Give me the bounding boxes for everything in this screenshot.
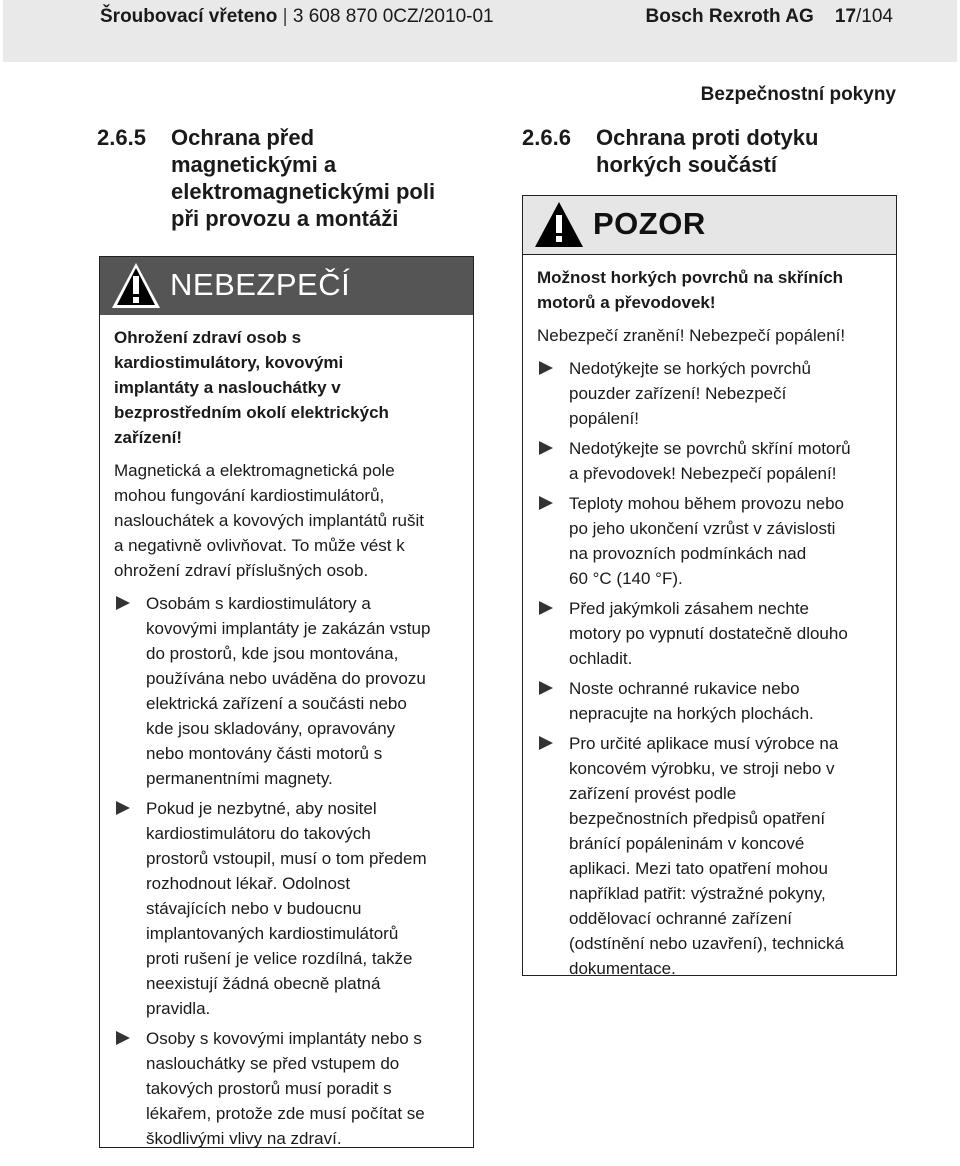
text-line: škodlivými vlivy na zdraví. <box>146 1129 342 1148</box>
text-line: bránící popáleninám v koncové <box>569 834 805 853</box>
text-line: permanentními magnety. <box>146 769 333 788</box>
warning-triangle-icon <box>110 261 162 311</box>
header-company-page <box>646 6 893 28</box>
page-current: 17 <box>834 6 857 27</box>
text-line: bezprostředním okolí elektrických <box>114 403 389 422</box>
text-line: bezpečnostních předpisů opatření <box>569 809 826 828</box>
danger-box <box>99 256 474 1148</box>
text-line: mohou fungování kardiostimulátorů, <box>114 486 385 505</box>
danger-header <box>100 257 473 315</box>
text-line: motorů a převodovek! <box>537 293 716 312</box>
text-line: popálení! <box>569 409 639 428</box>
bullet-arrow-icon <box>539 681 553 695</box>
text-line: kovovými implantáty je zakázán vstup <box>146 619 431 638</box>
text-line: takových prostorů musí poradit s <box>146 1079 392 1098</box>
right-section-number: 2.6.6 <box>522 125 571 150</box>
list-item <box>537 596 884 671</box>
text-line: kardiostimulátory, kovovými <box>114 353 344 372</box>
hazard-statement <box>537 265 884 315</box>
text-line: Teploty mohou během provozu nebo <box>569 494 845 513</box>
consequence-statement <box>537 323 884 348</box>
hazard-statement <box>114 325 461 450</box>
text-line: stávajících nebo v budoucnu <box>146 899 362 918</box>
text-line: lékařem, protože zde musí počítat se <box>146 1104 425 1123</box>
text-line: dokumentace. <box>569 959 676 978</box>
page-number <box>835 6 893 27</box>
bullet-arrow-icon <box>539 496 553 510</box>
caution-body <box>523 255 896 996</box>
text-line: motory po vypnutí dostatečně dlouho <box>569 624 848 643</box>
instruction-list <box>114 591 461 1151</box>
text-line: nepracujte na horkých plochách. <box>569 704 814 723</box>
text-line: naslouchátky se před vstupem do <box>146 1054 400 1073</box>
company-name: Bosch Rexroth AG <box>645 6 814 27</box>
right-section-title <box>596 124 818 178</box>
text-line: a převodovek! Nebezpečí popálení! <box>569 464 837 483</box>
list-item <box>537 491 884 591</box>
text-line: Ohrožení zdraví osob s <box>114 328 302 347</box>
bullet-arrow-icon <box>539 361 553 375</box>
text-line: naslouchátek a kovových implantátů rušit <box>114 511 424 530</box>
list-item <box>114 1026 461 1151</box>
bullet-arrow-icon <box>539 441 553 455</box>
text-line: pravidla. <box>146 999 211 1018</box>
title-line: elektromagnetickými poli <box>171 179 436 204</box>
text-line: implantovaných kardiostimulátorů <box>146 924 399 943</box>
list-item <box>537 731 884 981</box>
caution-header <box>523 196 896 255</box>
text-line: rozhodnout lékař. Odolnost <box>146 874 351 893</box>
text-line: do prostorů, kde jsou montována, <box>146 644 399 663</box>
title-line: Ochrana před <box>171 125 315 150</box>
right-section-heading <box>522 124 902 180</box>
text-line: kde jsou skladovány, opravovány <box>146 719 396 738</box>
left-section-title <box>171 124 435 232</box>
section-label: Bezpečnostní pokyny <box>700 84 896 105</box>
text-line: Nebezpečí zranění! Nebezpečí popálení! <box>537 326 846 345</box>
text-line: Osobám s kardiostimulátory a <box>146 594 371 613</box>
text-line: implantáty a naslouchátky v <box>114 378 341 397</box>
title-line: při provozu a montáži <box>171 206 399 231</box>
bullet-arrow-icon <box>539 601 553 615</box>
text-line: používána nebo uváděna do provozu <box>146 669 426 688</box>
header-doc-info <box>100 6 494 28</box>
text-line: například patřit: výstražné pokyny, <box>569 884 826 903</box>
text-line: Noste ochranné rukavice nebo <box>569 679 800 698</box>
text-line: Pokud je nezbytné, aby nositel <box>146 799 377 818</box>
text-line: koncovém výrobku, ve stroji nebo v <box>569 759 835 778</box>
text-line: 60 °C (140 °F). <box>569 569 683 588</box>
list-item <box>537 676 884 726</box>
text-line: kardiostimulátoru do takových <box>146 824 371 843</box>
doc-number: 3 608 870 0CZ/2010-01 <box>292 6 494 27</box>
text-line: proti rušení je velice rozdílná, takže <box>146 949 413 968</box>
bullet-arrow-icon <box>116 801 130 815</box>
text-line: pouzder zařízení! Nebezpečí <box>569 384 787 403</box>
title-line: Ochrana proti dotyku <box>596 125 819 150</box>
bullet-arrow-icon <box>539 736 553 750</box>
list-item <box>537 436 884 486</box>
left-section-number: 2.6.5 <box>97 125 146 150</box>
text-line: Nedotýkejte se povrchů skříní motorů <box>569 439 851 458</box>
text-line: neexistují žádná obecně platná <box>146 974 381 993</box>
list-item <box>114 796 461 1021</box>
page-total: /104 <box>856 6 893 27</box>
caution-box <box>522 195 897 976</box>
doc-title: Šroubovací vřeteno <box>100 6 278 27</box>
text-line: nebo montovány části motorů s <box>146 744 383 763</box>
text-line: a negativně ovlivňovat. To může vést k <box>114 536 405 555</box>
bullet-arrow-icon <box>116 1031 130 1045</box>
instruction-list <box>537 356 884 981</box>
text-line: Před jakýmkoli zásahem nechte <box>569 599 810 618</box>
text-line: po jeho ukončení vzrůst v závislosti <box>569 519 836 538</box>
text-line: Nedotýkejte se horkých povrchů <box>569 359 811 378</box>
title-line: horkých součástí <box>596 152 777 177</box>
bullet-arrow-icon <box>116 596 130 610</box>
text-line: oddělovací ochranné zařízení <box>569 909 793 928</box>
danger-body <box>100 315 473 1166</box>
list-item <box>537 356 884 431</box>
text-line: ochladit. <box>569 649 633 668</box>
title-line: magnetickými a <box>171 152 337 177</box>
text-line: (odstínění nebo uzavření), technická <box>569 934 844 953</box>
text-line: aplikaci. Mezi tato opatření mohou <box>569 859 828 878</box>
header-separator: | <box>282 6 288 27</box>
text-line: na provozních podmínkách nad <box>569 544 807 563</box>
text-line: Osoby s kovovými implantáty nebo s <box>146 1029 422 1048</box>
text-line: Možnost horkých povrchů na skříních <box>537 268 844 287</box>
caution-signal-word: POZOR <box>593 206 706 241</box>
text-line: Magnetická a elektromagnetická pole <box>114 461 395 480</box>
text-line: zařízení provést podle <box>569 784 737 803</box>
page-header <box>3 0 957 62</box>
text-line: elektrická zařízení a součásti nebo <box>146 694 407 713</box>
text-line: zařízení! <box>114 428 183 447</box>
list-item <box>114 591 461 791</box>
danger-signal-word: NEBEZPEČÍ <box>170 267 351 302</box>
warning-triangle-icon <box>533 200 585 250</box>
text-line: ohrožení zdraví příslušných osob. <box>114 561 369 580</box>
left-section-heading <box>97 124 477 236</box>
text-line: prostorů vstoupil, musí o tom předem <box>146 849 427 868</box>
consequence-statement <box>114 458 461 583</box>
text-line: Pro určité aplikace musí výrobce na <box>569 734 839 753</box>
